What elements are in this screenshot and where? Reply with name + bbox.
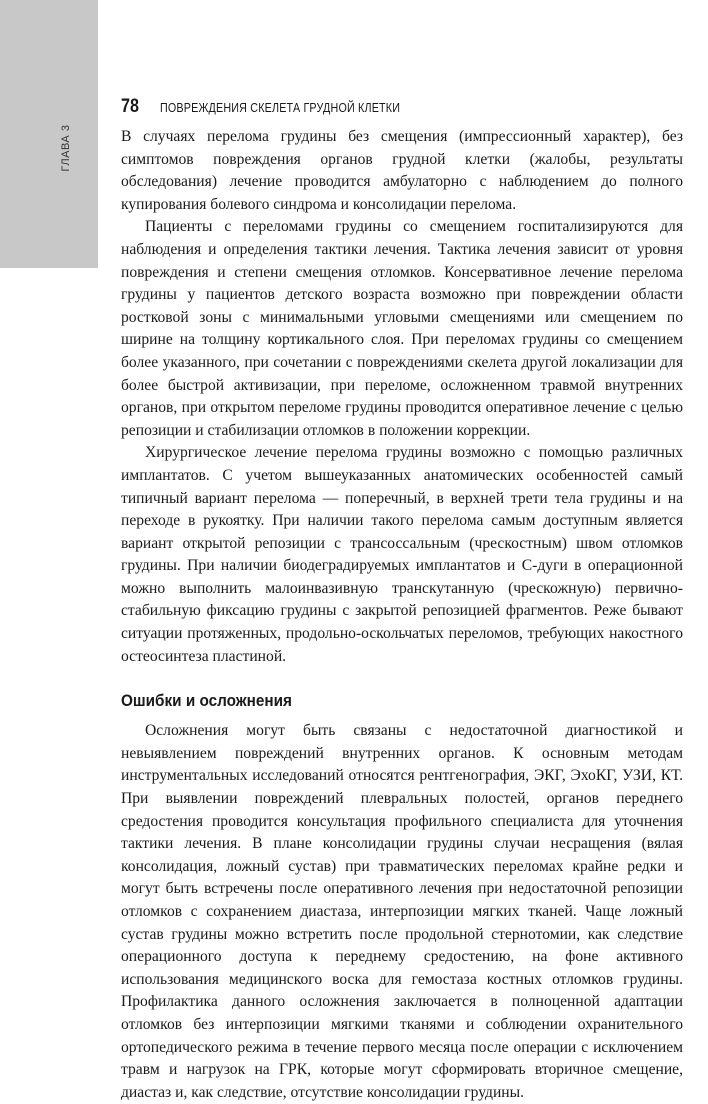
body-paragraph-3: Хирургическое лечение перелома грудины возможно с помощью различных имплантатов. С учетом вышеуказанных анатомических особенностей самый типичный вариант перелома — поперечный, в верхней трети тела грудины и на переходе в рукоятку. При наличии такого перелома самым доступным является вариант открытой репозиции с трансоссальным (чрескостным) швом отломков грудины. При наличии биодеградируемых имплантатов и С-дуги в операционной можно выполнить малоинвазивную транскутанную (чрескожную) первично-стабильную фиксацию грудины с закрытой репозицией фрагментов. Реже бывают ситуации протяженных, продольно-оскольчатых переломов, требующих накостного остеосинтеза пластиной. xyxy=(121,444,683,665)
section-paragraph: Осложнения могут быть связаны с недостаточной диагностикой и невыявлением повреждений внутренних органов. К основным методам инструментальных исследований относятся рентгенография, ЭКГ, ЭхоКГ, УЗИ, КТ. При выявлении повреждений плевральных полостей, органов переднего средостения проводится консультация профильного специалиста для уточнения тактики лечения. В плане консолидации грудины случаи несращения (вялая консолидация, ложный сустав) при травматических переломах крайне редки и могут быть встречены после оперативного лечения при недостаточной репозиции отломков с сохранением диастаза, интерпозиции мягких тканей. Чаще ложный сустав грудины можно встретить после продольной стернотомии, как следствие операционного доступа к переднему средостению, на фоне активного использования медицинского воска для гемостаза костных отломков грудины. Профилактика данного осложнения заключается в полноценной адаптации отломков без интерпозиции мягкими тканями и соблюдении охранительного ортопедического режима в течение первого месяца после операции с исключением травм и нагрузок на ГРК, которые могут сформировать вторичное смещение, диастаз и, как следствие, отсутствие консолидации грудины. xyxy=(121,722,683,1101)
section-heading: Ошибки и осложнения xyxy=(121,691,292,711)
running-header xyxy=(121,96,681,118)
page-number: 78 xyxy=(121,96,139,117)
page-body xyxy=(121,126,683,1104)
chapter-label: ГЛАВА 3 xyxy=(60,124,72,172)
body-paragraph-2: Пациенты с переломами грудины со смещением госпитализируются для наблюдения и определения тактики лечения. Тактика лечения зависит от уровня повреждения и степени смещения отломков. Консервативное лечение перелома грудины у пациентов детского возраста возможно при повреждении области ростковой зоны с минимальными угловыми смещениями или смещением по ширине на толщину кортикального слоя. При переломах грудины со смещением более указанного, при сочетании с повреждениями скелета другой локализации для более быстрой активизации, при переломе, осложненном травмой внутренних органов, при открытом переломе грудины проводится оперативное лечение с целью репозиции и стабилизации отломков в положении коррекции. xyxy=(121,218,683,439)
running-title: ПОВРЕЖДЕНИЯ СКЕЛЕТА ГРУДНОЙ КЛЕТКИ xyxy=(160,101,401,115)
body-paragraph-1: В случаях перелома грудины без смещения (импрессионный характер), без симптомов повреждения органов грудной клетки (жалобы, результаты обследования) лечение проводится амбулаторно с наблюдением до полного купирования болевого синдрома и консолидации перелома. xyxy=(121,128,683,213)
chapter-side-tab xyxy=(0,0,98,268)
